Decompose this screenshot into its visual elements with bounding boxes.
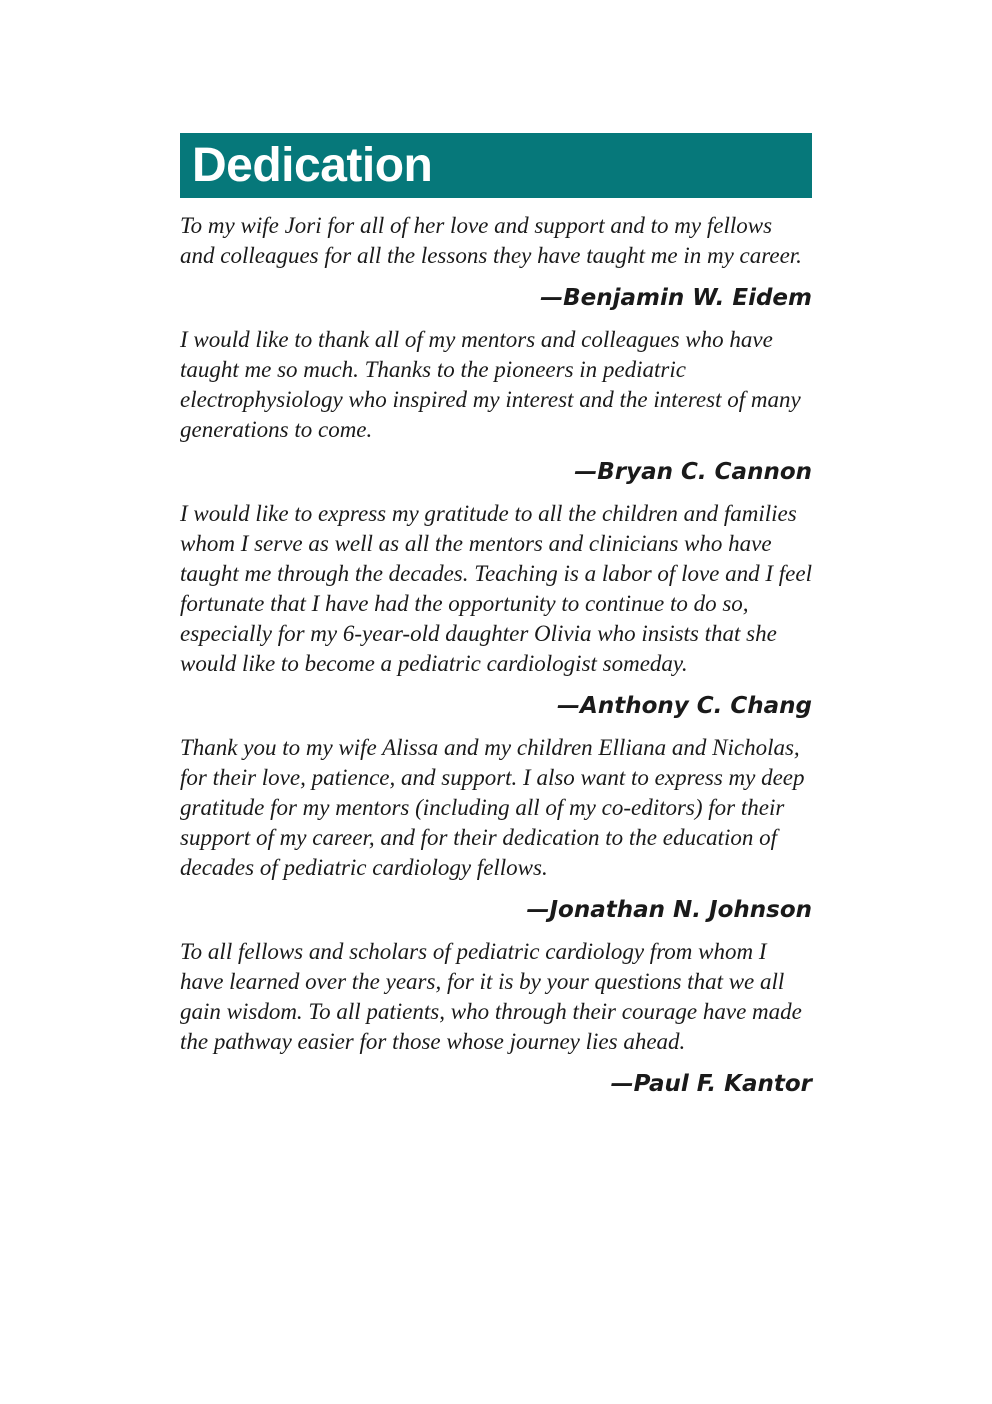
dedication-text: I would like to thank all of my mentors and colleagues who have taught me so much. Thanks to the pioneers in pediatric electrophysiology who inspired my interest and the interest of many generations to come. <box>180 327 801 442</box>
dedication-entry <box>180 211 812 313</box>
dedication-author: —Benjamin W. Eidem <box>540 285 812 311</box>
dedication-author: —Bryan C. Cannon <box>574 459 812 485</box>
dedication-entry <box>180 325 812 487</box>
dedication-page <box>180 133 812 1111</box>
dedication-author: —Paul F. Kantor <box>610 1071 812 1097</box>
dedication-entry <box>180 499 812 721</box>
page-title: Dedication <box>192 138 433 192</box>
dedication-text: To my wife Jori for all of her love and support and to my fellows and colleagues for all the lessons they have taught me in my career. <box>180 213 802 268</box>
dedication-author: —Jonathan N. Johnson <box>526 897 812 923</box>
dedication-author: —Anthony C. Chang <box>557 693 812 719</box>
dedication-text: To all fellows and scholars of pediatric cardiology from whom I have learned over the years, for it is by your questions that we all gain wisdom. To all patients, who through their courage have made the pathway easier for those whose journey lies ahead. <box>180 939 802 1054</box>
dedication-entries <box>180 211 812 1099</box>
dedication-entry <box>180 937 812 1099</box>
dedication-text: I would like to express my gratitude to all the children and families whom I serve as well as all the mentors and clinicians who have taught me through the decades. Teaching is a labor of love and I feel fortunate that I have had the opportunity to continue to do so, especially for my 6-year-old daughter Olivia who insists that she would like to become a pediatric cardiologist someday. <box>180 501 812 676</box>
dedication-entry <box>180 733 812 925</box>
title-banner <box>180 133 812 198</box>
dedication-text: Thank you to my wife Alissa and my children Elliana and Nicholas, for their love, patience, and support. I also want to express my deep gratitude for my mentors (including all of my co-editors) for their support of my career, and for their dedication to the education of decades of pediatric cardiology fellows. <box>180 735 805 880</box>
